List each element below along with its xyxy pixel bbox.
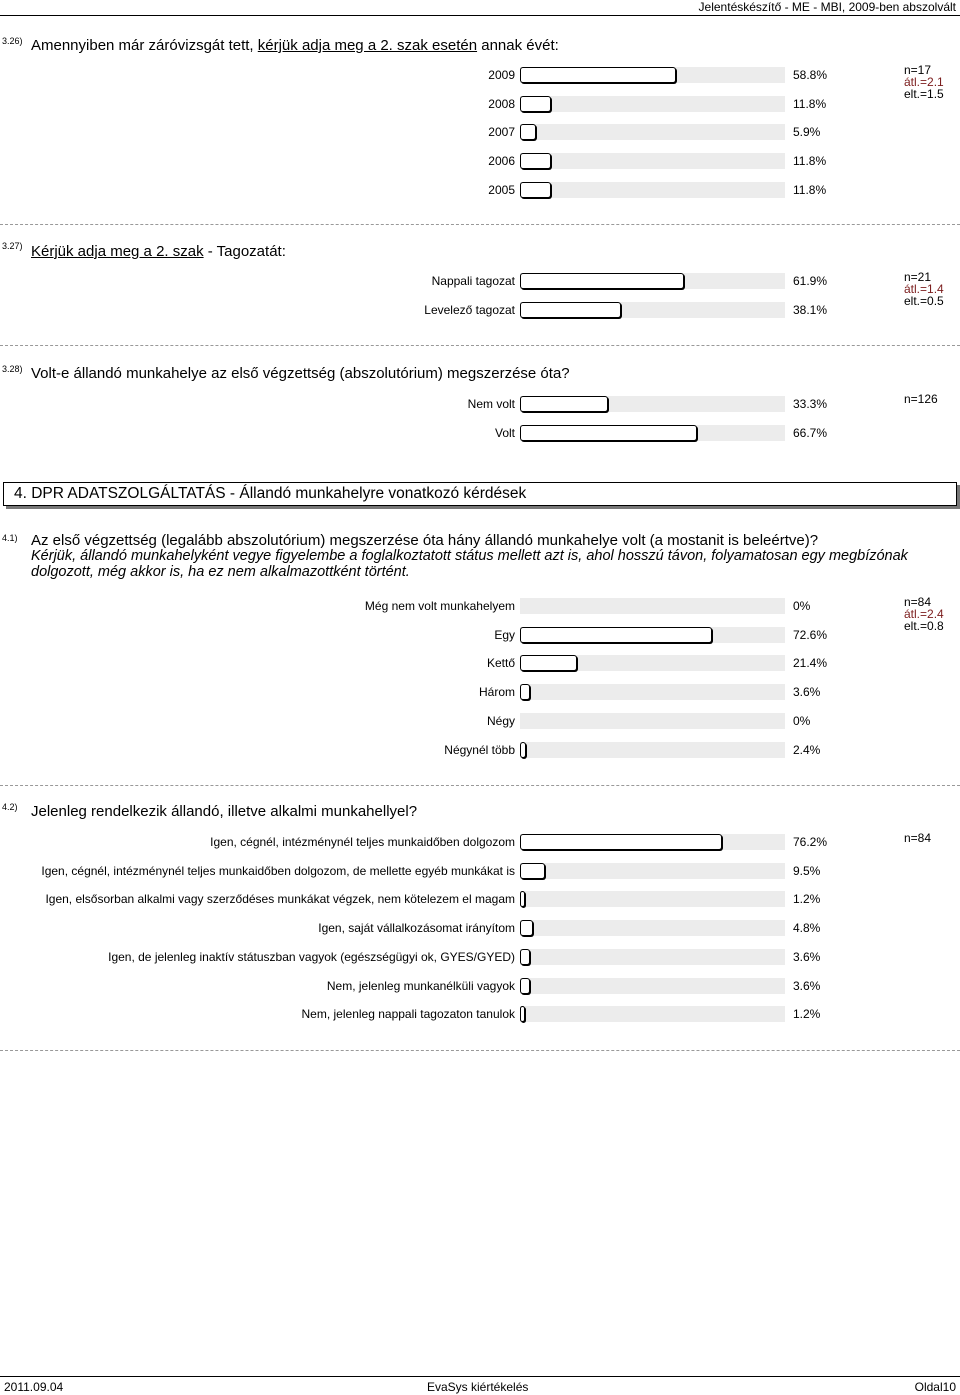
percent-label: 1.2% (793, 892, 821, 907)
bar-track (520, 182, 785, 198)
percent-label: 3.6% (793, 685, 821, 700)
percent-label: 0% (793, 713, 811, 728)
question-title-part: Az első végzettség (legalább abszolutórium) megszerzése óta hány állandó munkahelye volt (a mostanit is beleértve)? (31, 532, 819, 549)
answer-label: Nem volt (467, 397, 515, 411)
question-title-part: Kérjük adja meg a 2. szak (31, 243, 204, 260)
answer-label: 2008 (488, 96, 515, 111)
bar (520, 1006, 525, 1022)
footer-center: EvaSys kiértékelés (427, 1380, 529, 1394)
section-title: 4. DPR ADATSZOLGÁLTATÁS - Állandó munkahelyre vonatkozó kérdések (14, 485, 527, 502)
percent-label: 11.8% (793, 154, 827, 169)
bar (520, 396, 608, 412)
answer-label: 2007 (488, 125, 515, 140)
percent-label: 11.8% (793, 182, 827, 197)
percent-label: 4.8% (793, 921, 821, 936)
percent-label: 58.8% (793, 68, 828, 82)
bar (520, 124, 536, 140)
bar (520, 153, 551, 169)
question-title (31, 243, 286, 261)
question-title-part: kérjük adja meg a 2. szak esetén (257, 37, 478, 54)
answer-label: Volt (494, 425, 515, 440)
bar-track (520, 273, 785, 289)
stat-n: n=21 (904, 270, 932, 284)
question-divider (0, 1050, 960, 1051)
answer-label: Négy (486, 713, 515, 728)
bar (520, 67, 676, 83)
question-title (31, 37, 559, 55)
percent-label: 3.6% (793, 949, 821, 964)
stat-mean: átl.=2.1 (904, 75, 944, 89)
answer-label: Igen, saját vállalkozásomat irányítom (318, 921, 515, 936)
percent-label: 21.4% (793, 656, 828, 671)
bar (520, 949, 530, 965)
bar-track (520, 713, 785, 729)
bar (520, 742, 526, 758)
percent-label: 9.5% (793, 863, 821, 878)
stat-mean: átl.=2.4 (904, 607, 944, 621)
bar-track (520, 684, 785, 700)
bar (520, 425, 697, 441)
percent-label: 1.2% (793, 1007, 821, 1022)
question-stats (904, 393, 938, 405)
question-subtitle: Kérjük, állandó munkahelyként vegye figyelembe a foglalkoztatott státus mellett azt is, ahol hosszú távon, folyamatosan egy megbízónak dolgozott, még akkor is, ha ez nem alkalmazottként történt. (31, 548, 908, 580)
bar-track (520, 302, 785, 318)
question-title-part: Jelenleg rendelkezik állandó, illetve alkalmi munkahellyel? (31, 803, 418, 820)
stat-mean: átl.=1.4 (904, 282, 944, 296)
percent-label: 11.8% (793, 96, 827, 111)
answer-label: 2009 (488, 68, 515, 82)
bar-track (520, 978, 785, 994)
stat-n: n=84 (904, 595, 932, 609)
answer-label: Kettő (486, 656, 515, 671)
question-divider (0, 224, 960, 225)
bar (520, 863, 545, 879)
percent-label: 66.7% (793, 425, 828, 440)
question-stats (904, 596, 944, 632)
answer-label: Még nem volt munkahelyem (364, 599, 515, 613)
answer-label: Igen, de jelenleg inaktív státuszban vagyok (egészségügyi ok, GYES/GYED) (108, 949, 515, 964)
question-title-part: - Tagozatát: (203, 243, 286, 260)
stat-n: n=84 (904, 831, 932, 845)
bar-track (520, 834, 785, 850)
question-divider (0, 785, 960, 786)
answer-label: Levelező tagozat (424, 302, 515, 317)
answer-label: Nappali tagozat (431, 274, 515, 288)
percent-label: 38.1% (793, 302, 828, 317)
stat-sd: elt.=0.8 (904, 619, 944, 633)
answer-label: Egy (494, 627, 515, 642)
question-stats (904, 832, 931, 844)
bar-track (520, 153, 785, 169)
bar (520, 920, 533, 936)
report-header: Jelentéskészítő - ME - MBI, 2009-ben abszolvált (698, 0, 956, 14)
bar (520, 891, 525, 907)
bar (520, 627, 712, 643)
bar (520, 834, 722, 850)
question-divider (0, 345, 960, 346)
question-number: 4.2) (2, 802, 18, 812)
question-number: 3.28) (2, 364, 23, 374)
question-number: 4.1) (2, 533, 18, 543)
bar (520, 302, 621, 318)
bar (520, 684, 530, 700)
header-divider (0, 15, 960, 16)
stat-n: n=126 (904, 392, 938, 406)
question-number: 3.26) (2, 36, 23, 46)
percent-label: 3.6% (793, 978, 821, 993)
answer-label: Igen, cégnél, intézménynél teljes munkaidőben dolgozom, de mellette egyéb munkákat is (41, 863, 515, 878)
percent-label: 0% (793, 599, 811, 613)
bar-track (520, 67, 785, 83)
percent-label: 2.4% (793, 742, 821, 757)
answer-label: Igen, elsősorban alkalmi vagy szerződéses munkákat végzek, nem kötelezem el magam (45, 892, 515, 907)
bar-track (520, 396, 785, 412)
percent-label: 5.9% (793, 125, 821, 140)
bar-track (520, 891, 785, 907)
question-title (31, 365, 570, 383)
footer-divider (0, 1376, 960, 1377)
bar (520, 96, 551, 112)
bar-track (520, 124, 785, 140)
question-title (31, 803, 417, 821)
bar-track (520, 1006, 785, 1022)
answer-label: 2005 (488, 182, 515, 197)
answer-label: Igen, cégnél, intézménynél teljes munkaidőben dolgozom (210, 835, 515, 849)
stat-sd: elt.=1.5 (904, 87, 944, 101)
footer-date: 2011.09.04 (4, 1380, 64, 1394)
question-title-part: Amennyiben már záróvizsgát tett, (31, 37, 258, 54)
percent-label: 76.2% (793, 835, 828, 849)
answer-label: 2006 (488, 154, 515, 169)
bar-track (520, 863, 785, 879)
percent-label: 61.9% (793, 274, 828, 288)
bar (520, 182, 551, 198)
question-stats (904, 271, 944, 307)
question-title-part: Volt-e állandó munkahelye az első végzettség (abszolutórium) megszerzése óta? (31, 365, 570, 382)
stat-n: n=17 (904, 63, 932, 77)
bar-track (520, 920, 785, 936)
bar-track (520, 742, 785, 758)
question-title-part: annak évét: (477, 37, 559, 54)
bar-track (520, 598, 785, 614)
bar-track (520, 627, 785, 643)
question-number: 3.27) (2, 241, 23, 251)
percent-label: 72.6% (793, 627, 828, 642)
answer-label: Nem, jelenleg munkanélküli vagyok (326, 978, 515, 993)
question-stats (904, 64, 944, 100)
footer-page: Oldal10 (914, 1380, 956, 1394)
percent-label: 33.3% (793, 397, 828, 411)
answer-label: Három (478, 685, 515, 700)
bar-track (520, 96, 785, 112)
bar-track (520, 655, 785, 671)
bar-track (520, 949, 785, 965)
bar (520, 978, 530, 994)
section-banner (3, 482, 957, 506)
answer-label: Nem, jelenleg nappali tagozaton tanulok (301, 1007, 515, 1022)
bar-track (520, 425, 785, 441)
stat-sd: elt.=0.5 (904, 294, 944, 308)
bar (520, 655, 577, 671)
answer-label: Négynél több (444, 742, 515, 757)
bar (520, 273, 684, 289)
